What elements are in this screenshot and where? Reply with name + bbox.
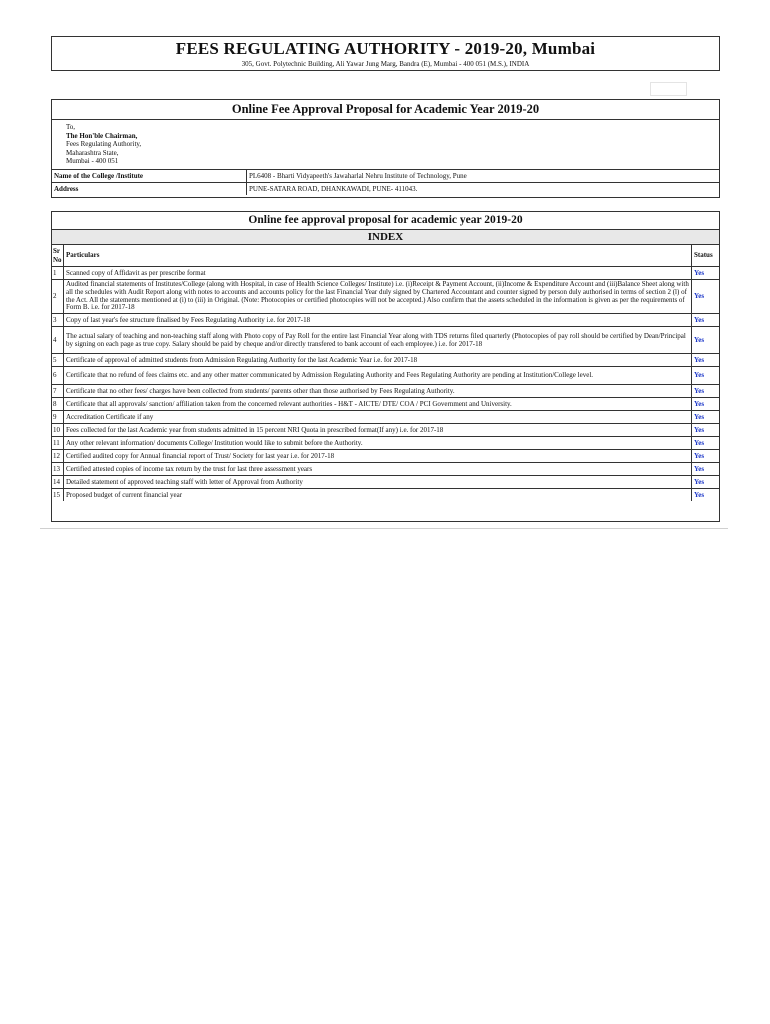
row-particulars: Detailed statement of approved teaching staff with letter of Approval from Authority — [64, 476, 692, 489]
row-sr: 6 — [52, 367, 64, 385]
table-header-row — [52, 245, 719, 267]
row-status: Yes — [692, 354, 720, 367]
to-line: Mumbai - 400 051 — [66, 157, 119, 166]
row-particulars: Proposed budget of current financial year — [64, 489, 692, 502]
row-sr: 8 — [52, 398, 64, 411]
row-status: Yes — [692, 280, 720, 314]
college-value: PL6408 - Bharti Vidyapeeth's Jawaharlal Nehru Institute of Technology, Pune — [247, 170, 720, 183]
row-particulars: The actual salary of teaching and non-teaching staff along with Photo copy of Pay Roll for the entire last Financial Year along with TDS returns filed quarterly (Photocopies of pay roll should be certified by Dean/Principal by signing on each page as true copy. Salary should be paid by cheque and/or directly transfered to bank account of each employee.) i.e. for 2017-18 — [64, 327, 692, 354]
row-status: Yes — [692, 314, 720, 327]
row-status: Yes — [692, 411, 720, 424]
table-row — [52, 463, 719, 476]
table-row — [52, 437, 719, 450]
to-line: Maharashtra State, — [66, 148, 119, 157]
table-row — [52, 314, 719, 327]
table-row — [52, 424, 719, 437]
row-particulars: Certified attested copies of income tax return by the trust for last three assessment years — [64, 463, 692, 476]
college-info-table — [52, 169, 719, 195]
index-subtitle: INDEX — [52, 230, 719, 245]
table-row — [52, 398, 719, 411]
row-sr: 14 — [52, 476, 64, 489]
blank-field — [650, 82, 687, 96]
row-status: Yes — [692, 476, 720, 489]
row-status: Yes — [692, 424, 720, 437]
row-status: Yes — [692, 398, 720, 411]
table-row — [52, 411, 719, 424]
row-sr: 4 — [52, 327, 64, 354]
col-status-header: Status — [692, 245, 720, 267]
row-sr: 10 — [52, 424, 64, 437]
col-particulars-header: Particulars — [64, 245, 692, 267]
table-row — [52, 476, 719, 489]
table-row — [52, 267, 719, 280]
divider — [40, 528, 728, 529]
to-line: The Hon'ble Chairman, — [66, 131, 138, 140]
row-particulars: Certificate of approval of admitted students from Admission Regulating Authority for the last Academic Year i.e. for 2017-18 — [64, 354, 692, 367]
row-sr: 12 — [52, 450, 64, 463]
college-row — [52, 170, 719, 183]
row-sr: 7 — [52, 385, 64, 398]
authority-address: 305, Govt. Polytechnic Building, Ali Yawar Jung Marg, Bandra (E), Mumbai - 400 051 (M.S.), INDIA — [241, 60, 530, 68]
to-line: Fees Regulating Authority, — [66, 140, 142, 149]
table-row — [52, 367, 719, 385]
address-label: Address — [52, 183, 247, 196]
row-sr: 5 — [52, 354, 64, 367]
row-particulars: Audited financial statements of Institutes/College (along with Hospital, in case of Health Science Colleges/ Institute) i.e. (i)Receipt & Payment Account, (ii)Income & Expenditure Account and (iii)Balance Sheet along with all the schedules with Audit Report along with notes to accounts and accounts policy for the last Financial Year duly signed by Chartered Accountant and counter signed by person duly authorised in terms of section 2 (l) of the Act. All the statements mentioned at (i) to (iii) in Original. (Note: Photocopies or certified photocopies will not be accepted.) Also confirm that the assets scheduled in the information is given as per the requirements of Form B. i.e. for 2017-18 — [64, 280, 692, 314]
table-row — [52, 450, 719, 463]
row-status: Yes — [692, 327, 720, 354]
table-row — [52, 280, 719, 314]
row-status: Yes — [692, 489, 720, 502]
index-title: Online fee approval proposal for academic year 2019-20 — [52, 212, 719, 230]
row-particulars: Any other relevant information/ documents College/ Institution would like to submit before the Authority. — [64, 437, 692, 450]
page-title: FEES REGULATING AUTHORITY - 2019-20, Mumbai — [175, 39, 596, 58]
row-particulars: Fees collected for the last Academic year from students admitted in 15 percent NRI Quota in prescribed format(If any) i.e. for 2017-18 — [64, 424, 692, 437]
table-row — [52, 327, 719, 354]
row-particulars: Copy of last year's fee structure finalised by Fees Regulating Authority i.e. for 2017-18 — [64, 314, 692, 327]
address-row — [52, 183, 719, 196]
row-particulars: Accreditation Certificate if any — [64, 411, 692, 424]
row-status: Yes — [692, 437, 720, 450]
col-sr-header: Sr No — [52, 245, 64, 267]
row-particulars: Certificate that no other fees/ charges have been collected from students/ parents other than those authorised by Fees Regulating Authority. — [64, 385, 692, 398]
row-sr: 15 — [52, 489, 64, 502]
address-value: PUNE-SATARA ROAD, DHANKAWADI, PUNE- 411043. — [247, 183, 720, 196]
row-status: Yes — [692, 385, 720, 398]
proposal-title: Online Fee Approval Proposal for Academic Year 2019-20 — [52, 100, 719, 120]
row-sr: 2 — [52, 280, 64, 314]
row-sr: 13 — [52, 463, 64, 476]
proposal-box — [51, 99, 720, 198]
row-status: Yes — [692, 450, 720, 463]
row-sr: 9 — [52, 411, 64, 424]
row-status: Yes — [692, 267, 720, 280]
table-row — [52, 489, 719, 502]
to-line: To, — [66, 123, 76, 131]
table-row — [52, 354, 719, 367]
row-sr: 1 — [52, 267, 64, 280]
row-particulars: Certified audited copy for Annual financial report of Trust/ Society for last year i.e. for 2017-18 — [64, 450, 692, 463]
recipient-address — [52, 120, 719, 170]
row-sr: 11 — [52, 437, 64, 450]
row-particulars: Certificate that all approvals/ sanction/ affiliation taken from the concerned relevant authorities - H&T - AICTE/ DTE/ COA / PCI Government and University. — [64, 398, 692, 411]
table-row — [52, 385, 719, 398]
header-box — [51, 36, 720, 71]
college-label: Name of the College /Institute — [52, 170, 247, 183]
row-status: Yes — [692, 367, 720, 385]
row-particulars: Scanned copy of Affidavit as per prescribe format — [64, 267, 692, 280]
row-status: Yes — [692, 463, 720, 476]
row-particulars: Certificate that no refund of fees claims etc. and any other matter communicated by Admission Regulating Authority and Fees Regulating Authority are pending at Institution/College level. — [64, 367, 692, 385]
row-sr: 3 — [52, 314, 64, 327]
index-box — [51, 211, 720, 522]
index-table — [52, 244, 719, 501]
